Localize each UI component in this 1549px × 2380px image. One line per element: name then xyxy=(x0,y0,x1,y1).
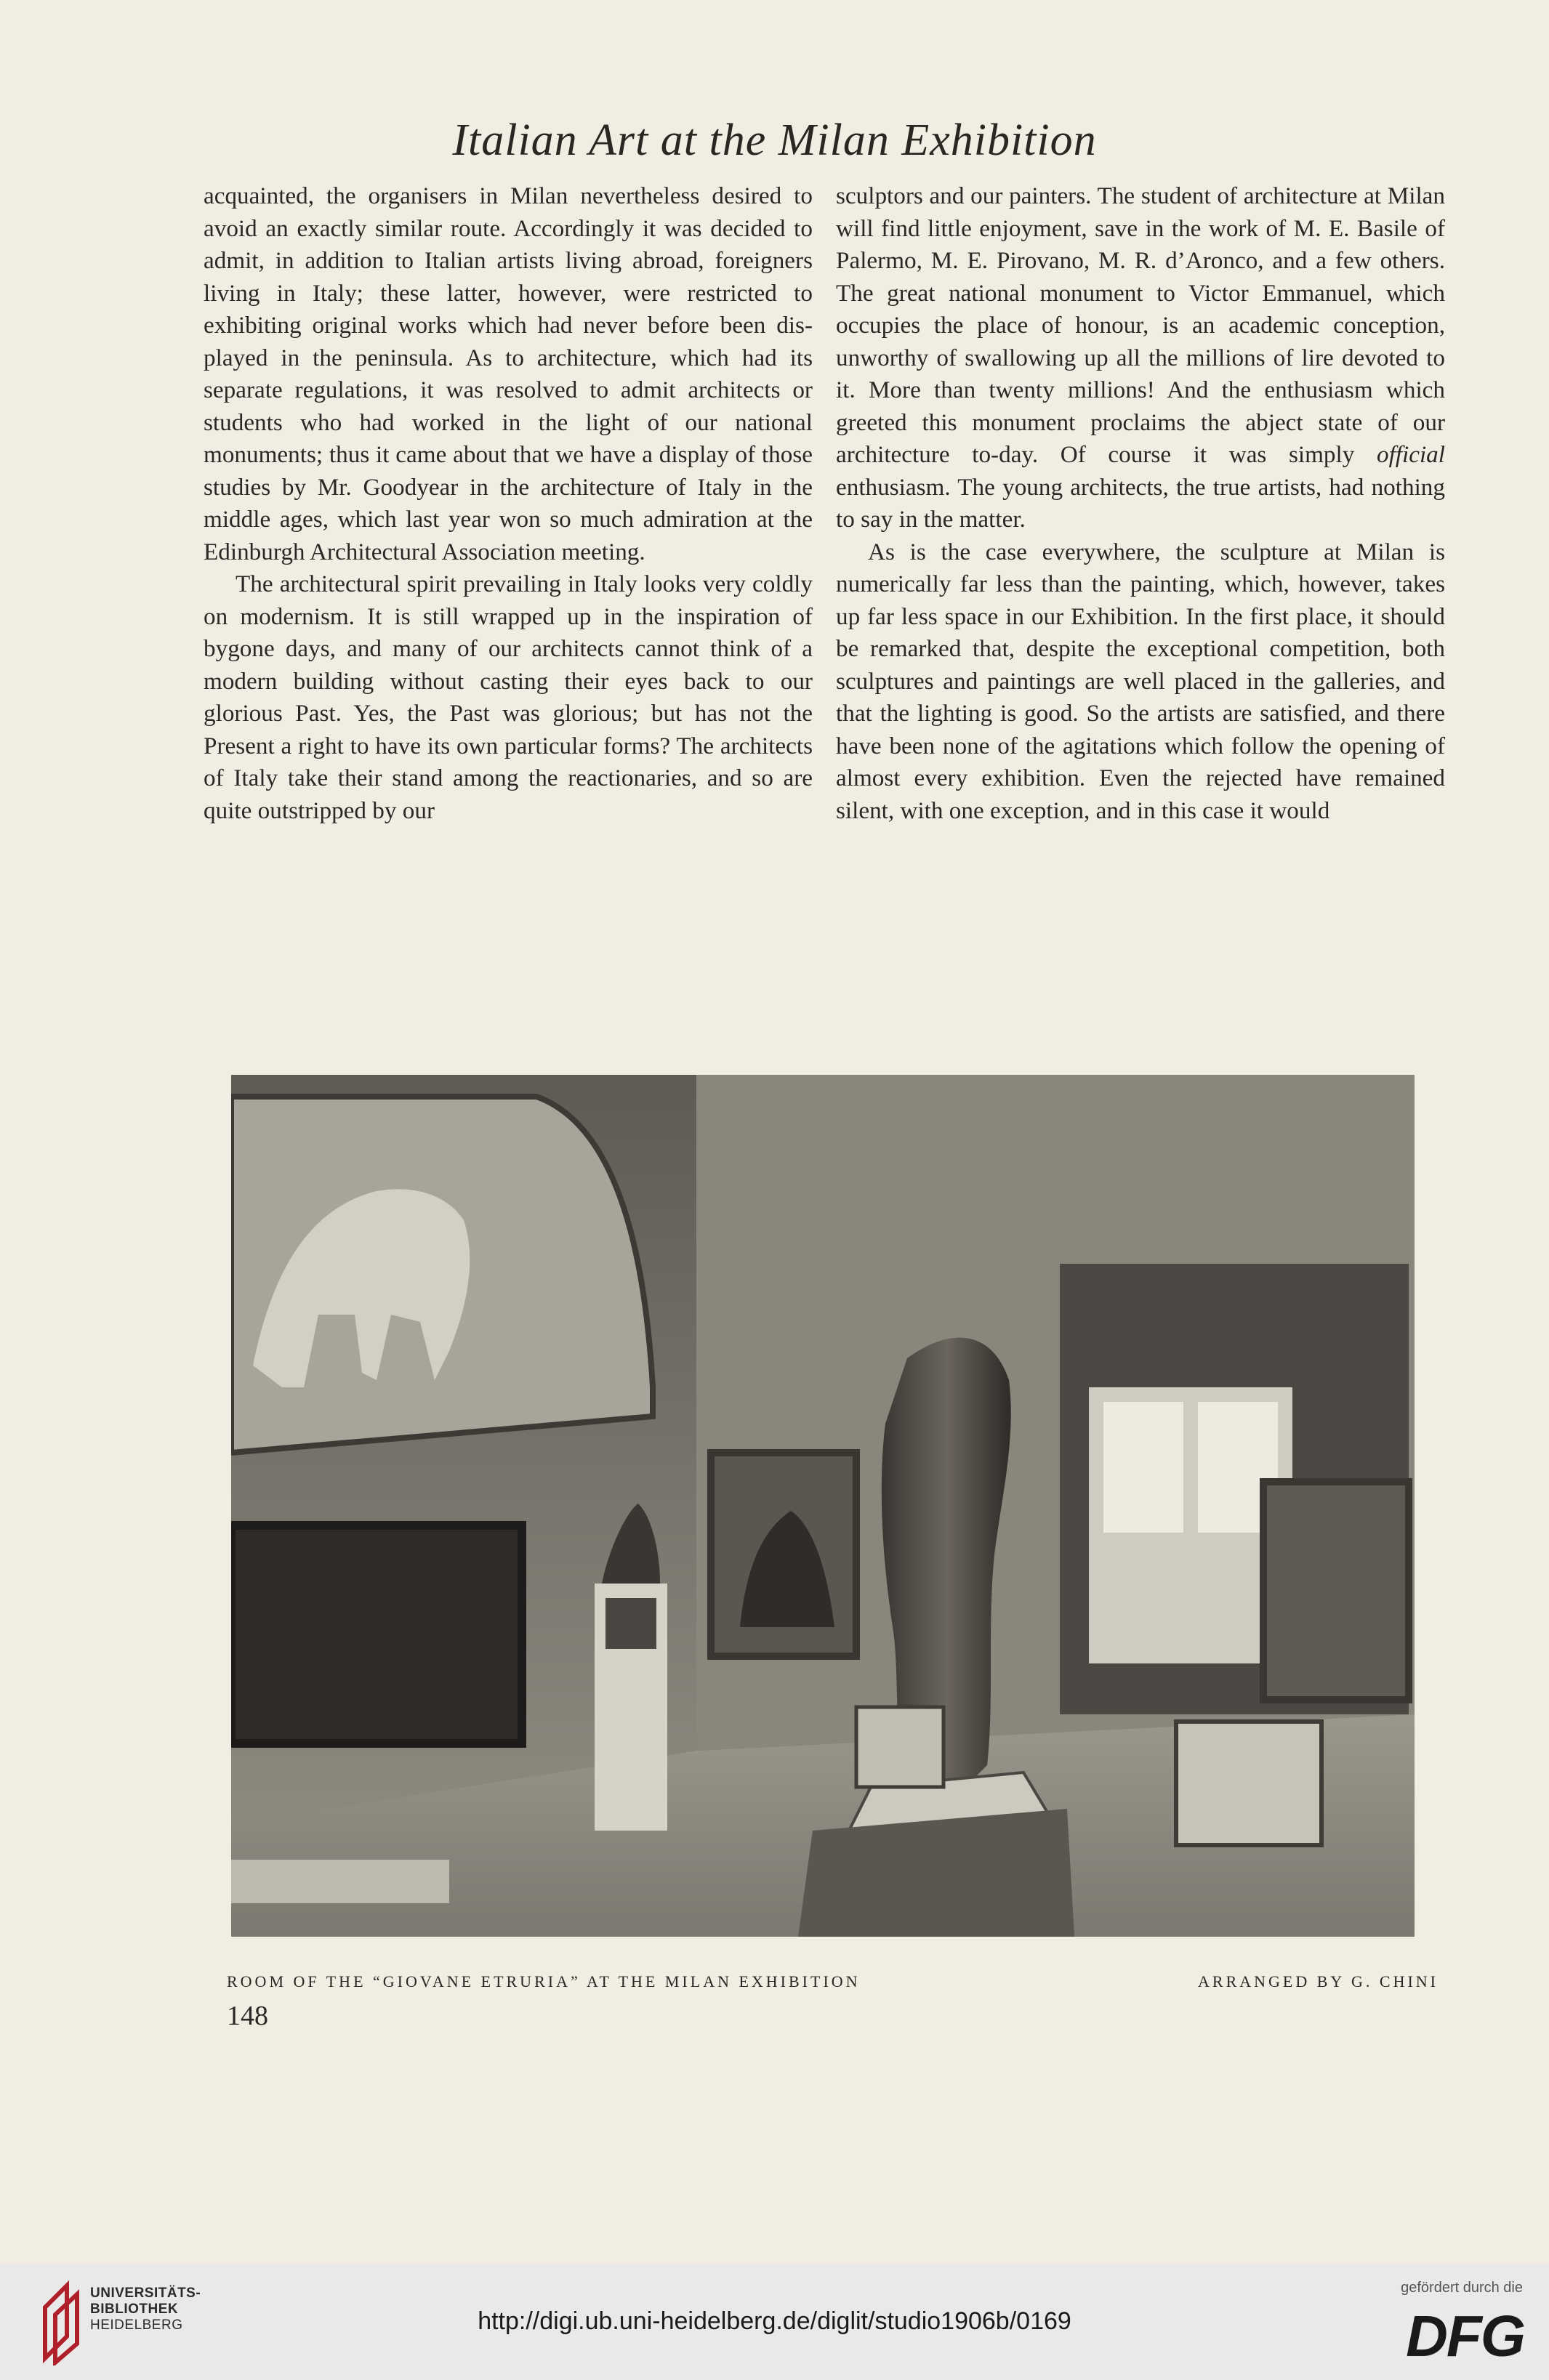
photo-illustration xyxy=(231,1075,1415,1937)
library-line-1: UNIVERSITÄTS- xyxy=(90,2286,201,2301)
dfg-logo: DFG xyxy=(1406,2304,1524,2368)
right-paragraph-1 xyxy=(836,180,1445,536)
library-line-2: BIBLIOTHEK xyxy=(90,2302,179,2317)
running-head: Italian Art at the Milan Exhibition xyxy=(452,116,1097,165)
permalink-url[interactable]: http://digi.ub.uni-heidelberg.de/diglit/studio1906b/0169 xyxy=(478,2307,1071,2335)
right-paragraph-1-tail: enthusiasm. The young architects, the true artists, had nothing to say in the matter. xyxy=(836,473,1445,533)
funding-label: gefördert durch die xyxy=(1401,2280,1523,2296)
right-paragraph-2: As is the case everywhere, the sculpture at Milan is numerically far less than the painting, which, however, takes up far less space in our Exhibition. In the first place, it should be remarked that, despite the exceptional competition, both sculptures and paintings are well placed in the galleries, and that the lighting is good. So the artists are satisfied, and there have been none of the agitations which follow the opening of almost every exhibition. Even the rejected have remained silent, with one exception, and in this case it would xyxy=(836,538,1445,824)
right-text-column xyxy=(836,180,1445,827)
figure-caption: ROOM OF THE “GIOVANE ETRURIA” AT THE MILAN EXHIBITION xyxy=(227,1972,861,1990)
page-number: 148 xyxy=(227,2001,268,2031)
exhibition-room-photograph xyxy=(231,1075,1415,1937)
left-paragraph-2: The architectural spirit prevailing in Italy looks very coldly on modernism. It is still wrapped up in the inspiration of bygone days, and many of our architects cannot think of a modern building without casting their eyes back to our glorious Past. Yes, the Past was glorious; but has not the Present a right to have its own particular forms? The architects of Italy take their stand among the reactionaries, and so are quite outstripped by our xyxy=(204,570,813,824)
library-line-3: HEIDELBERG xyxy=(90,2318,183,2333)
left-text-column xyxy=(204,180,813,827)
footer-bar xyxy=(0,2264,1549,2380)
left-paragraph-1: acquainted, the organisers in Milan nevertheless desired to avoid an exactly similar route. Accordingly it was decided to admit, in addition to Italian artists living abroad, foreigners living in Italy; these latter, however, were restricted to exhibiting original works which had never before been displayed in the peninsula. As to architecture, which had its separate regulations, it was resolved to admit architects or students who had worked in the light of our national monuments; thus it came about that we have a display of those studies by Mr. Goodyear in the architecture of Italy in the middle ages, which last year won so much admiration at the Edinburgh Architectural Association meeting. xyxy=(204,182,813,565)
emphasis-official: official xyxy=(1376,441,1445,468)
figure-credit: ARRANGED BY G. CHINI xyxy=(1198,1972,1439,1990)
right-paragraph-1-text: sculptors and our painters. The student of architecture at Milan will find little enjoyment, save in the work of M. E. Basile of Palermo, M. E. Pirovano, M. R. d’Aronco, and a few others. The great national monument to Victor Emmanuel, which occupies the place of honour, is an academic conception, unworthy of swallowing up all the millions of lire devoted to it. More than twenty millions! And the enthusiasm which greeted this monument proclaims the abject state of our architecture to-day. Of course it was simply xyxy=(836,182,1445,468)
